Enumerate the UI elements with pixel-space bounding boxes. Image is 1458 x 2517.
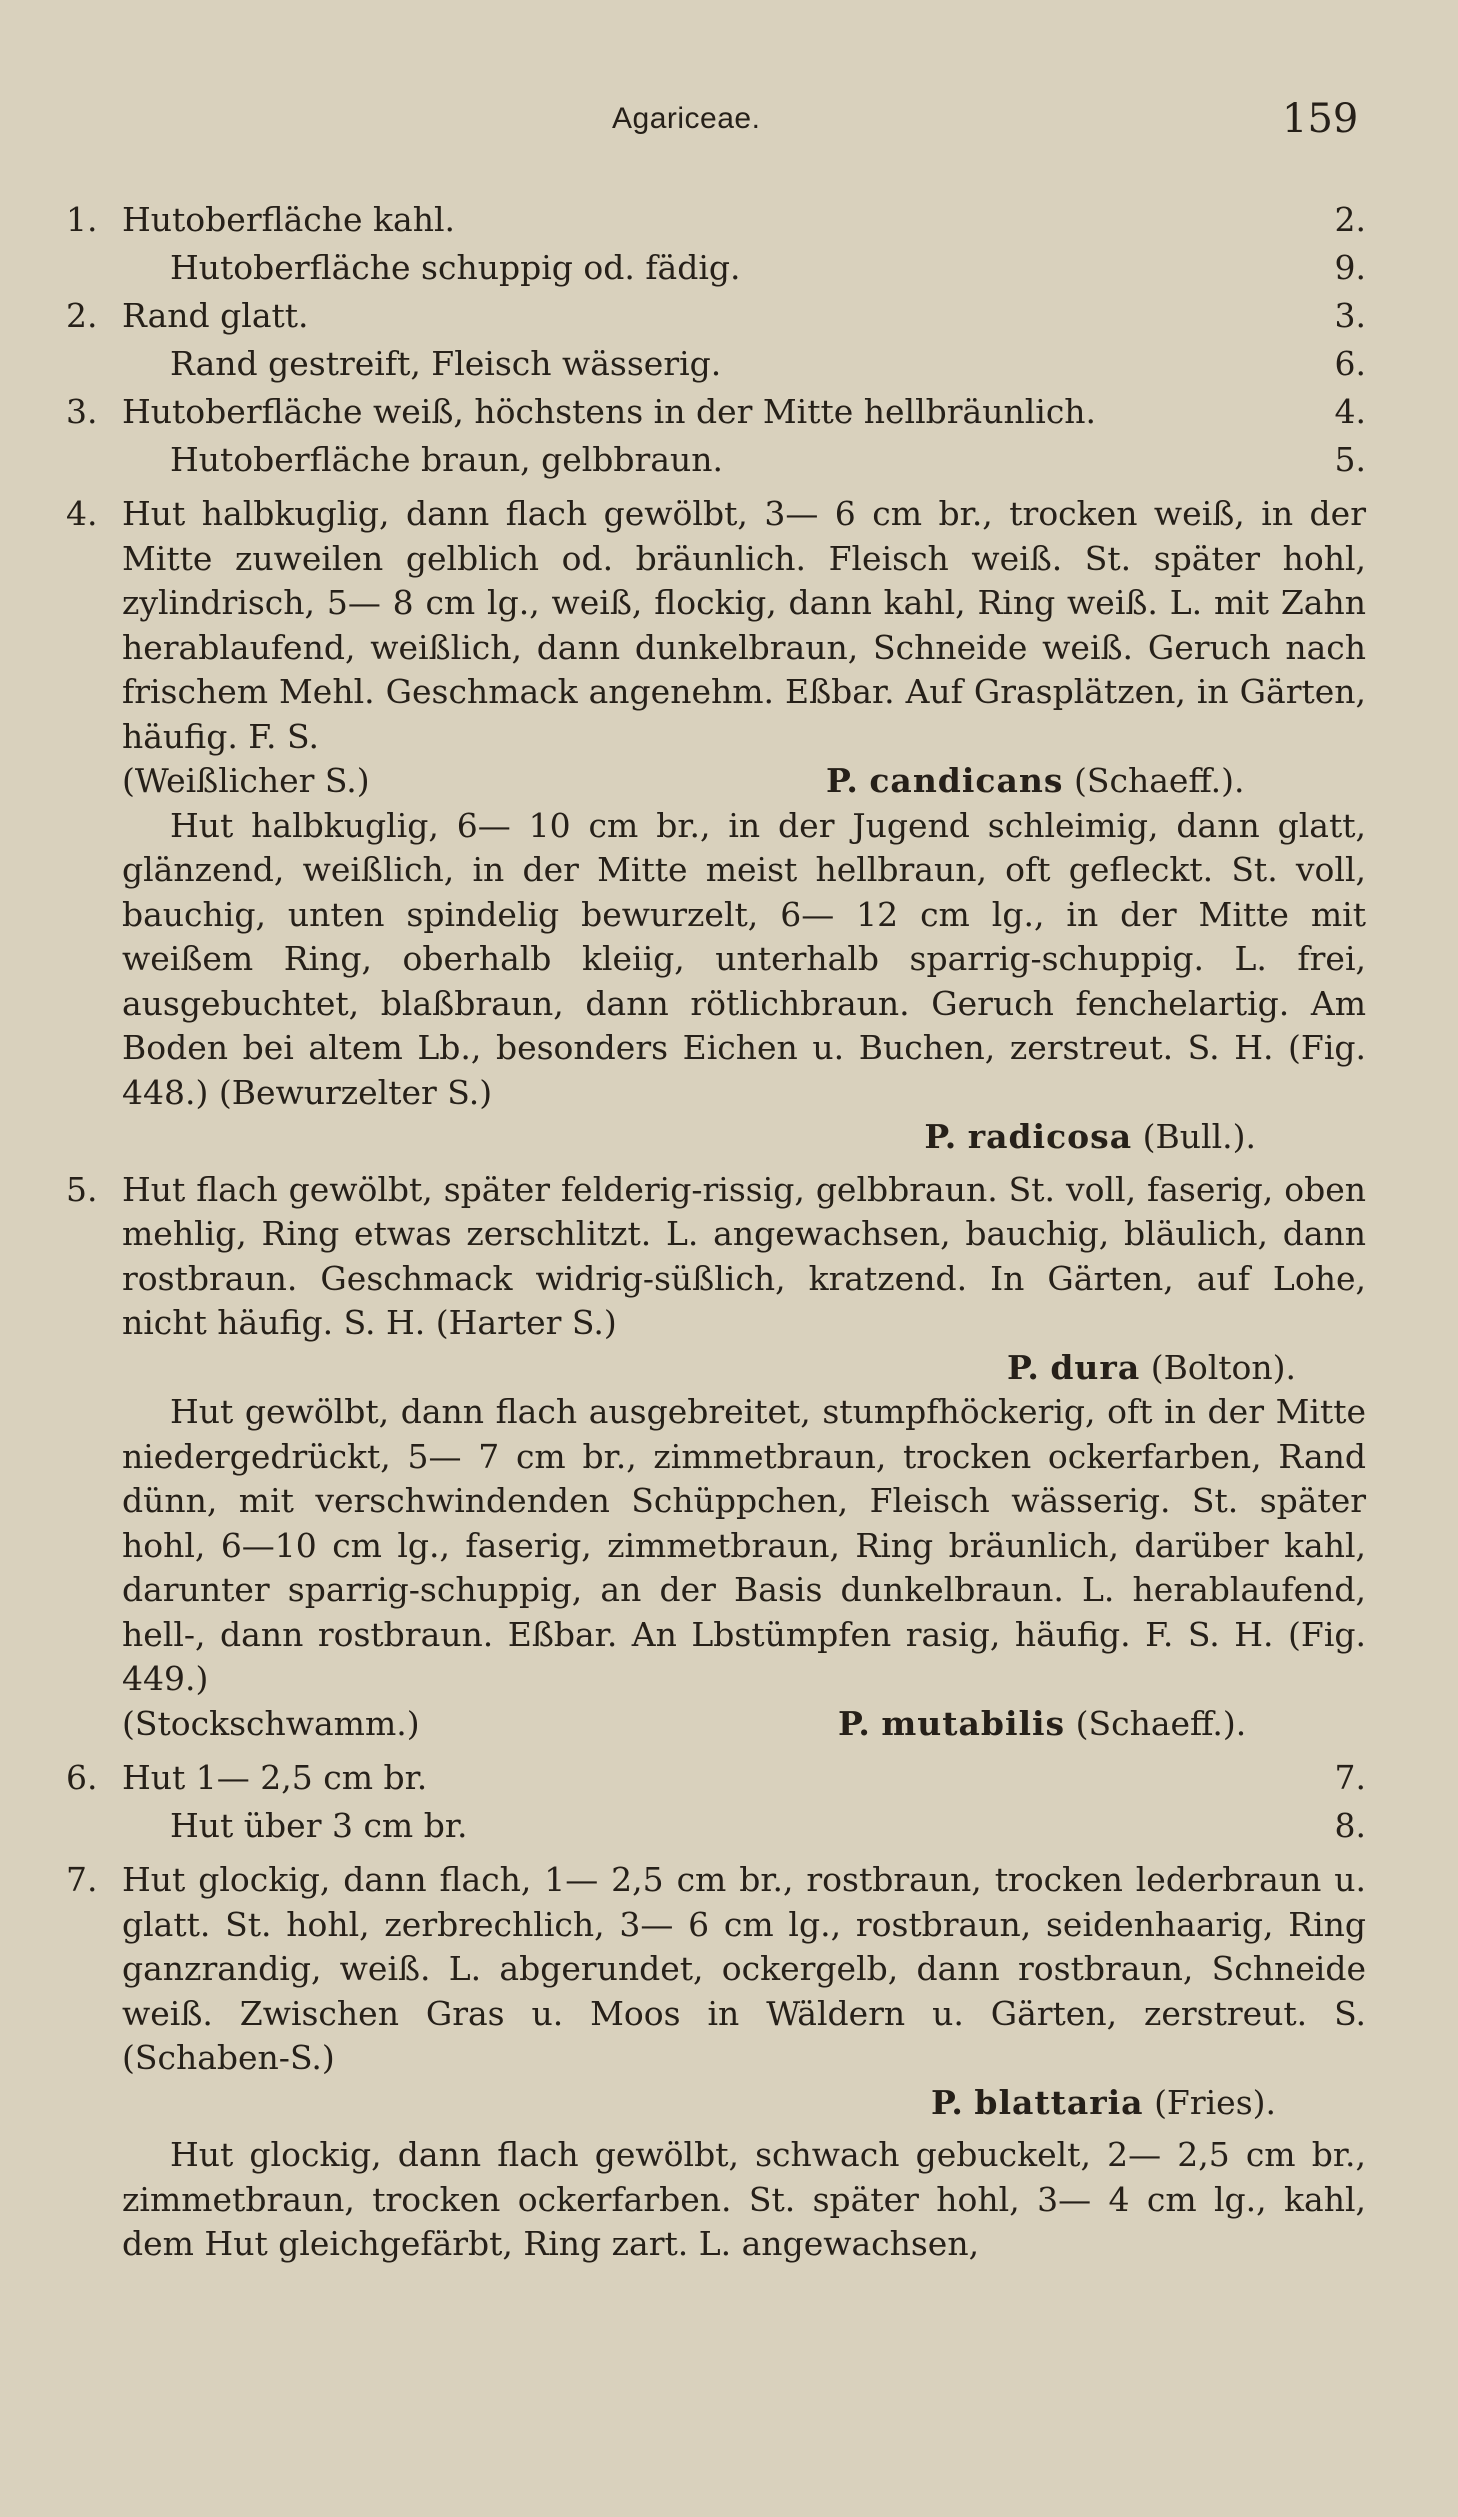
species-description [66, 1168, 1366, 1346]
lead-text: Rand glatt. [122, 296, 309, 335]
couplet-1 [66, 196, 1366, 292]
author-citation: (Bull.). [1142, 1117, 1256, 1156]
description-text: Hut flach gewölbt, später felderig-rissig, gelbbraun. St. voll, faserig, oben mehlig, Ring etwas zerschlitzt. L. angewachsen, bauchig, bläulich, dann rostbraun. Geschmack widrig-süßlich, kratzend. In Gärten, auf Lohe, nicht häufig. S. H. (Harter S.) [122, 1169, 1366, 1342]
species-description [66, 804, 1366, 1116]
lead-reference: 4. [1334, 392, 1366, 431]
scientific-name [66, 2081, 1366, 2126]
author-citation: (Fries). [1154, 2082, 1276, 2122]
key-line [66, 340, 1366, 388]
common-name: (Weißlicher S.) [122, 761, 370, 800]
couplet-number: 7. [66, 1860, 98, 1899]
running-head: Agariceae. [612, 102, 761, 135]
author-citation: (Bolton). [1150, 1347, 1296, 1387]
couplet-2 [66, 292, 1366, 388]
species-description [66, 492, 1366, 759]
author-citation: (Schaeff.). [1075, 1703, 1247, 1743]
scientific-name [838, 1702, 1246, 1747]
couplet-number: 4. [66, 494, 98, 533]
species-epithet: candicans [869, 761, 1064, 800]
couplet-7 [66, 1858, 1366, 2267]
couplet-number: 6. [66, 1758, 98, 1797]
couplet-4 [66, 492, 1366, 1160]
species-line [66, 759, 1366, 804]
species-line [66, 1702, 1366, 1747]
lead-reference: 5. [1334, 440, 1366, 479]
species-epithet: blattaria [974, 2082, 1144, 2122]
key-line [66, 436, 1366, 484]
lead-reference: 3. [1334, 296, 1366, 335]
lead-reference: 8. [1334, 1806, 1366, 1845]
scientific-name [66, 1115, 1366, 1160]
lead-reference: 7. [1334, 1758, 1366, 1797]
key-line [66, 388, 1366, 436]
lead-text: Rand gestreift, Fleisch wässerig. [170, 344, 722, 383]
key-line [66, 1754, 1366, 1802]
lead-reference: 9. [1334, 248, 1366, 287]
lead-text: Hutoberfläche kahl. [122, 200, 455, 239]
genus-abbrev: P. [1007, 1347, 1040, 1387]
genus-abbrev: P. [924, 1117, 958, 1156]
couplet-number: 2. [66, 296, 98, 335]
description-text: Hut halbkuglig, dann flach gewölbt, 3— 6 cm br., trocken weiß, in der Mitte zuweilen gelblich od. bräunlich. Fleisch weiß. St. später hohl, zylindrisch, 5— 8 cm lg., weiß, flockig, dann kahl, Ring weiß. L. mit Zahn herablaufend, weißlich, dann dunkelbraun, Schneide weiß. Geruch nach frischem Mehl. Geschmack angenehm. Eßbar. Auf Grasplätzen, in Gärten, häufig. F. S. [122, 494, 1366, 756]
scientific-name [826, 759, 1245, 804]
species-epithet: dura [1050, 1347, 1141, 1387]
page-header [0, 96, 1458, 156]
couplet-number: 5. [66, 1169, 98, 1209]
couplet-5 [66, 1168, 1366, 1747]
key-line [66, 244, 1366, 292]
common-name: (Stockschwamm.) [122, 1703, 420, 1743]
description-text: Hut glockig, dann flach, 1— 2,5 cm br., rostbraun, trocken lederbraun u. glatt. St. hohl, zerbrechlich, 3— 6 cm lg., rostbraun, seidenhaarig, Ring ganzrandig, weiß. L. abgerundet, ockergelb, dann rostbraun, Schneide weiß. Zwischen Gras u. Moos in Wäldern u. Gärten, zerstreut. S. (Schaben-S.) [122, 1860, 1366, 2077]
lead-reference: 6. [1334, 344, 1366, 383]
key-line [66, 292, 1366, 340]
species-epithet: mutabilis [881, 1703, 1066, 1743]
lead-text: Hutoberfläche weiß, höchstens in der Mitte hellbräunlich. [122, 392, 1097, 431]
key-line [66, 1802, 1366, 1850]
species-description [66, 2133, 1366, 2267]
scientific-name [66, 1346, 1366, 1391]
lead-reference: 2. [1334, 200, 1366, 239]
description-text: Hut gewölbt, dann flach ausgebreitet, stumpfhöckerig, oft in der Mitte niedergedrückt, 5— 7 cm br., zimmetbraun, trocken ockerfarben, Rand dünn, mit verschwindenden Schüppchen, Fleisch wässerig. St. später hohl, 6—10 cm lg., faserig, zimmetbraun, Ring bräunlich, darüber kahl, darunter sparrig-schuppig, an der Basis dunkelbraun. L. herablaufend, hell-, dann rostbraun. Eßbar. An Lbstümpfen rasig, häufig. F. S. H. (Fig. 449.) [122, 1392, 1366, 1698]
lead-text: Hutoberfläche braun, gelbbraun. [170, 440, 723, 479]
couplet-number: 1. [66, 200, 98, 239]
page-number: 159 [1282, 96, 1359, 142]
key-line [66, 196, 1366, 244]
lead-text: Hut 1— 2,5 cm br. [122, 1758, 428, 1797]
species-epithet: radicosa [967, 1117, 1133, 1156]
species-description [66, 1390, 1366, 1702]
lead-text: Hut über 3 cm br. [170, 1806, 468, 1845]
couplet-3 [66, 388, 1366, 484]
determination-key [66, 196, 1366, 2267]
description-text: Hut glockig, dann flach gewölbt, schwach gebuckelt, 2— 2,5 cm br., zimmetbraun, trocken ockerfarben. St. später hohl, 3— 4 cm lg., kahl, dem Hut gleichgefärbt, Ring zart. L. angewachsen, [122, 2135, 1366, 2263]
genus-abbrev: P. [838, 1703, 871, 1743]
author-citation: (Schaeff.). [1073, 761, 1245, 800]
species-description [66, 1858, 1366, 2081]
couplet-6 [66, 1754, 1366, 1850]
couplet-number: 3. [66, 392, 98, 431]
description-text: Hut halbkuglig, 6— 10 cm br., in der Jugend schleimig, dann glatt, glänzend, weißlich, in der Mitte meist hellbraun, oft gefleckt. St. voll, bauchig, unten spindelig bewurzelt, 6— 12 cm lg., in der Mitte mit weißem Ring, oberhalb kleiig, unterhalb sparrig-schuppig. L. frei, ausgebuchtet, blaßbraun, dann rötlichbraun. Geruch fenchelartig. Am Boden bei altem Lb., besonders Eichen u. Buchen, zerstreut. S. H. (Fig. 448.) (Bewurzelter S.) [122, 805, 1366, 1112]
genus-abbrev: P. [931, 2082, 964, 2122]
lead-text: Hutoberfläche schuppig od. fädig. [170, 248, 741, 287]
genus-abbrev: P. [826, 761, 859, 800]
